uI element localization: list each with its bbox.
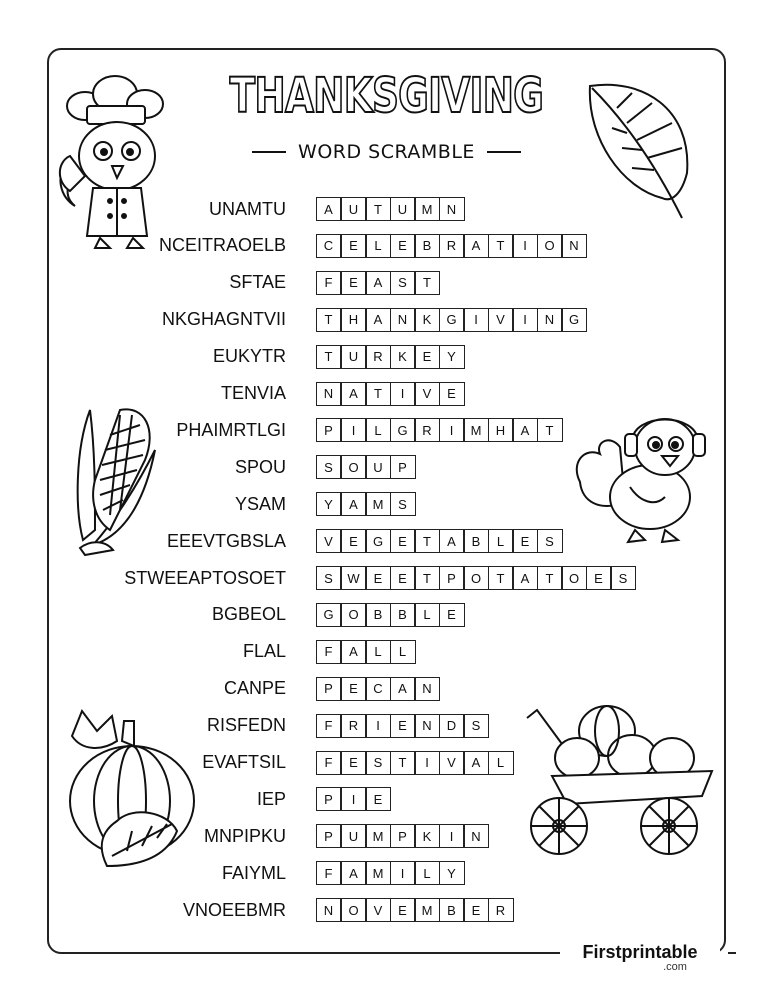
letter-box: N bbox=[537, 308, 563, 332]
letter-box: I bbox=[512, 308, 538, 332]
letter-box: G bbox=[561, 308, 587, 332]
letter-box: A bbox=[512, 566, 538, 590]
answer-boxes bbox=[316, 714, 488, 738]
letter-box: T bbox=[488, 566, 514, 590]
letter-box: M bbox=[365, 492, 391, 516]
letter-box: B bbox=[365, 603, 391, 627]
scrambled-word: IEP bbox=[256, 788, 286, 809]
letter-box: F bbox=[316, 714, 342, 738]
letter-box: I bbox=[463, 308, 489, 332]
scrambled-word: NKGHAGNTVII bbox=[161, 309, 286, 330]
letter-box: F bbox=[316, 640, 342, 664]
letter-box: N bbox=[414, 714, 440, 738]
letter-box: L bbox=[365, 234, 391, 258]
letter-box: Y bbox=[439, 861, 465, 885]
letter-box: M bbox=[365, 861, 391, 885]
letter-box: L bbox=[488, 529, 514, 553]
letter-box: F bbox=[316, 271, 342, 295]
scramble-row bbox=[0, 638, 414, 666]
answer-boxes bbox=[316, 382, 463, 406]
scramble-row bbox=[0, 896, 512, 924]
letter-box: A bbox=[365, 271, 391, 295]
letter-box: E bbox=[390, 234, 416, 258]
letter-box: N bbox=[463, 824, 489, 848]
letter-box: I bbox=[390, 861, 416, 885]
letter-box: F bbox=[316, 751, 342, 775]
letter-box: P bbox=[316, 787, 342, 811]
scramble-row bbox=[0, 343, 463, 371]
letter-box: U bbox=[341, 824, 367, 848]
letter-box: P bbox=[439, 566, 465, 590]
scrambled-word: EUKYTR bbox=[212, 346, 286, 367]
letter-box: P bbox=[316, 824, 342, 848]
letter-box: R bbox=[439, 234, 465, 258]
letter-box: S bbox=[463, 714, 489, 738]
letter-box: H bbox=[488, 418, 514, 442]
letter-box: T bbox=[414, 566, 440, 590]
scrambled-word: SPOU bbox=[234, 456, 286, 477]
letter-box: S bbox=[537, 529, 563, 553]
answer-boxes bbox=[316, 566, 635, 590]
letter-box: E bbox=[341, 271, 367, 295]
scrambled-word: EVAFTSIL bbox=[202, 752, 286, 772]
letter-box: T bbox=[537, 418, 563, 442]
letter-box: E bbox=[390, 529, 416, 553]
letter-box: K bbox=[390, 345, 416, 369]
scrambled-word: SFTAE bbox=[229, 272, 286, 293]
letter-box: I bbox=[365, 714, 391, 738]
scrambled-word: VNOEEBMR bbox=[182, 899, 286, 920]
pumpkin-cart-icon bbox=[522, 696, 712, 866]
letter-box: T bbox=[414, 271, 440, 295]
letter-box: I bbox=[341, 418, 367, 442]
letter-box: A bbox=[463, 234, 489, 258]
scrambled-word: STWEEAPTOSOET bbox=[124, 567, 286, 588]
answer-boxes bbox=[316, 603, 463, 627]
letter-box: F bbox=[316, 861, 342, 885]
letter-box: E bbox=[341, 234, 367, 258]
letter-box: I bbox=[390, 382, 416, 406]
letter-box: S bbox=[365, 751, 391, 775]
letter-box: P bbox=[390, 824, 416, 848]
letter-box: L bbox=[365, 418, 391, 442]
letter-box: B bbox=[463, 529, 489, 553]
answer-boxes bbox=[316, 197, 463, 221]
letter-box: R bbox=[365, 345, 391, 369]
letter-box: E bbox=[341, 529, 367, 553]
letter-box: S bbox=[316, 455, 342, 479]
letter-box: A bbox=[341, 861, 367, 885]
letter-box: T bbox=[537, 566, 563, 590]
letter-box: U bbox=[365, 455, 391, 479]
letter-box: R bbox=[488, 898, 514, 922]
letter-box: G bbox=[365, 529, 391, 553]
letter-box: E bbox=[341, 677, 367, 701]
letter-box: T bbox=[365, 382, 391, 406]
brand-rule-right bbox=[728, 952, 736, 954]
letter-box: V bbox=[414, 382, 440, 406]
letter-box: K bbox=[414, 824, 440, 848]
letter-box: G bbox=[390, 418, 416, 442]
scrambled-word: BGBEOL bbox=[211, 604, 286, 625]
letter-box: L bbox=[488, 751, 514, 775]
letter-box: N bbox=[316, 382, 342, 406]
letter-box: A bbox=[365, 308, 391, 332]
letter-box: S bbox=[316, 566, 342, 590]
page-subtitle: WORD SCRAMBLE bbox=[298, 141, 475, 163]
scrambled-word: NCEITRAOELB bbox=[158, 235, 286, 256]
letter-box: I bbox=[439, 824, 465, 848]
letter-box: E bbox=[390, 898, 416, 922]
letter-box: G bbox=[439, 308, 465, 332]
letter-box: E bbox=[341, 751, 367, 775]
letter-box: N bbox=[439, 197, 465, 221]
letter-box: P bbox=[316, 418, 342, 442]
letter-box: E bbox=[390, 566, 416, 590]
letter-box: C bbox=[365, 677, 391, 701]
letter-box: T bbox=[316, 345, 342, 369]
letter-box: O bbox=[341, 455, 367, 479]
letter-box: G bbox=[316, 603, 342, 627]
scrambled-word: RISFEDN bbox=[206, 715, 286, 736]
letter-box: E bbox=[586, 566, 612, 590]
letter-box: A bbox=[341, 382, 367, 406]
answer-boxes bbox=[316, 345, 463, 369]
answer-boxes bbox=[316, 751, 512, 775]
page-title: THANKSGIVING bbox=[229, 68, 544, 124]
letter-box: N bbox=[390, 308, 416, 332]
letter-box: L bbox=[390, 640, 416, 664]
letter-box: I bbox=[439, 418, 465, 442]
letter-box: L bbox=[414, 603, 440, 627]
letter-box: Y bbox=[316, 492, 342, 516]
brand-domain: .com bbox=[663, 961, 687, 973]
letter-box: T bbox=[414, 529, 440, 553]
scramble-row bbox=[0, 564, 635, 592]
letter-box: V bbox=[488, 308, 514, 332]
brand-rule-left bbox=[534, 952, 552, 954]
scramble-row bbox=[0, 269, 439, 297]
letter-box: A bbox=[512, 418, 538, 442]
letter-box: O bbox=[341, 898, 367, 922]
letter-box: N bbox=[414, 677, 440, 701]
letter-box: E bbox=[512, 529, 538, 553]
brand-name: Firstprintable bbox=[582, 942, 698, 962]
letter-box: I bbox=[512, 234, 538, 258]
letter-box: A bbox=[463, 751, 489, 775]
scramble-row bbox=[0, 306, 586, 334]
letter-box: E bbox=[439, 382, 465, 406]
letter-box: P bbox=[390, 455, 416, 479]
answer-boxes bbox=[316, 308, 586, 332]
letter-box: W bbox=[341, 566, 367, 590]
scrambled-word: YSAM bbox=[234, 493, 286, 514]
letter-box: R bbox=[414, 418, 440, 442]
letter-box: E bbox=[463, 898, 489, 922]
scramble-row bbox=[0, 675, 439, 703]
letter-box: L bbox=[365, 640, 391, 664]
corn-icon bbox=[65, 400, 165, 560]
letter-box: I bbox=[414, 751, 440, 775]
letter-box: V bbox=[365, 898, 391, 922]
scramble-row bbox=[0, 490, 414, 518]
letter-box: M bbox=[463, 418, 489, 442]
leaf-icon bbox=[582, 78, 702, 223]
answer-boxes bbox=[316, 898, 512, 922]
letter-box: T bbox=[390, 751, 416, 775]
letter-box: A bbox=[341, 492, 367, 516]
letter-box: E bbox=[365, 787, 391, 811]
letter-box: E bbox=[365, 566, 391, 590]
scrambled-word: UNAMTU bbox=[209, 198, 286, 219]
scrambled-word: FAIYML bbox=[221, 862, 286, 883]
letter-box: E bbox=[439, 603, 465, 627]
answer-boxes bbox=[316, 271, 439, 295]
chef-turkey-icon bbox=[55, 66, 175, 256]
letter-box: A bbox=[341, 640, 367, 664]
scramble-row bbox=[0, 453, 414, 481]
letter-box: M bbox=[414, 197, 440, 221]
letter-box: V bbox=[316, 529, 342, 553]
letter-box: O bbox=[341, 603, 367, 627]
scrambled-word: CANPE bbox=[223, 678, 286, 699]
letter-box: U bbox=[390, 197, 416, 221]
letter-box: I bbox=[341, 787, 367, 811]
headphone-turkey-icon bbox=[570, 392, 710, 552]
letter-box: B bbox=[414, 234, 440, 258]
letter-box: A bbox=[390, 677, 416, 701]
letter-box: T bbox=[316, 308, 342, 332]
scrambled-word: PHAIMRTLGI bbox=[176, 419, 286, 440]
letter-box: L bbox=[414, 861, 440, 885]
subtitle-rule-left bbox=[252, 151, 286, 153]
letter-box: U bbox=[341, 197, 367, 221]
answer-boxes bbox=[316, 787, 390, 811]
letter-box: T bbox=[365, 197, 391, 221]
letter-box: O bbox=[463, 566, 489, 590]
letter-box: S bbox=[390, 271, 416, 295]
answer-boxes bbox=[316, 529, 561, 553]
letter-box: H bbox=[341, 308, 367, 332]
scrambled-word: FLAL bbox=[242, 641, 286, 662]
letter-box: U bbox=[341, 345, 367, 369]
answer-boxes bbox=[316, 640, 414, 664]
letter-box: C bbox=[316, 234, 342, 258]
scrambled-word: EEEVTGBSLA bbox=[166, 530, 286, 551]
letter-box: A bbox=[439, 529, 465, 553]
letter-box: N bbox=[561, 234, 587, 258]
answer-boxes bbox=[316, 677, 439, 701]
letter-box: T bbox=[488, 234, 514, 258]
letter-box: E bbox=[390, 714, 416, 738]
scramble-row bbox=[0, 601, 463, 629]
letter-box: R bbox=[341, 714, 367, 738]
pumpkin-icon bbox=[62, 706, 202, 876]
letter-box: O bbox=[537, 234, 563, 258]
answer-boxes bbox=[316, 455, 414, 479]
scrambled-word: MNPIPKU bbox=[203, 825, 286, 846]
answer-boxes bbox=[316, 418, 561, 442]
scrambled-word: TENVIA bbox=[220, 383, 286, 403]
letter-box: N bbox=[316, 898, 342, 922]
letter-box: A bbox=[316, 197, 342, 221]
letter-box: Y bbox=[439, 345, 465, 369]
answer-boxes bbox=[316, 824, 488, 848]
answer-boxes bbox=[316, 234, 586, 258]
letter-box: B bbox=[439, 898, 465, 922]
letter-box: P bbox=[316, 677, 342, 701]
letter-box: S bbox=[610, 566, 636, 590]
letter-box: V bbox=[439, 751, 465, 775]
letter-box: M bbox=[414, 898, 440, 922]
letter-box: B bbox=[390, 603, 416, 627]
letter-box: S bbox=[390, 492, 416, 516]
answer-boxes bbox=[316, 492, 414, 516]
letter-box: K bbox=[414, 308, 440, 332]
brand-logo bbox=[560, 942, 720, 978]
letter-box: M bbox=[365, 824, 391, 848]
letter-box: D bbox=[439, 714, 465, 738]
subtitle-rule-right bbox=[487, 151, 521, 153]
letter-box: E bbox=[414, 345, 440, 369]
letter-box: O bbox=[561, 566, 587, 590]
answer-boxes bbox=[316, 861, 463, 885]
